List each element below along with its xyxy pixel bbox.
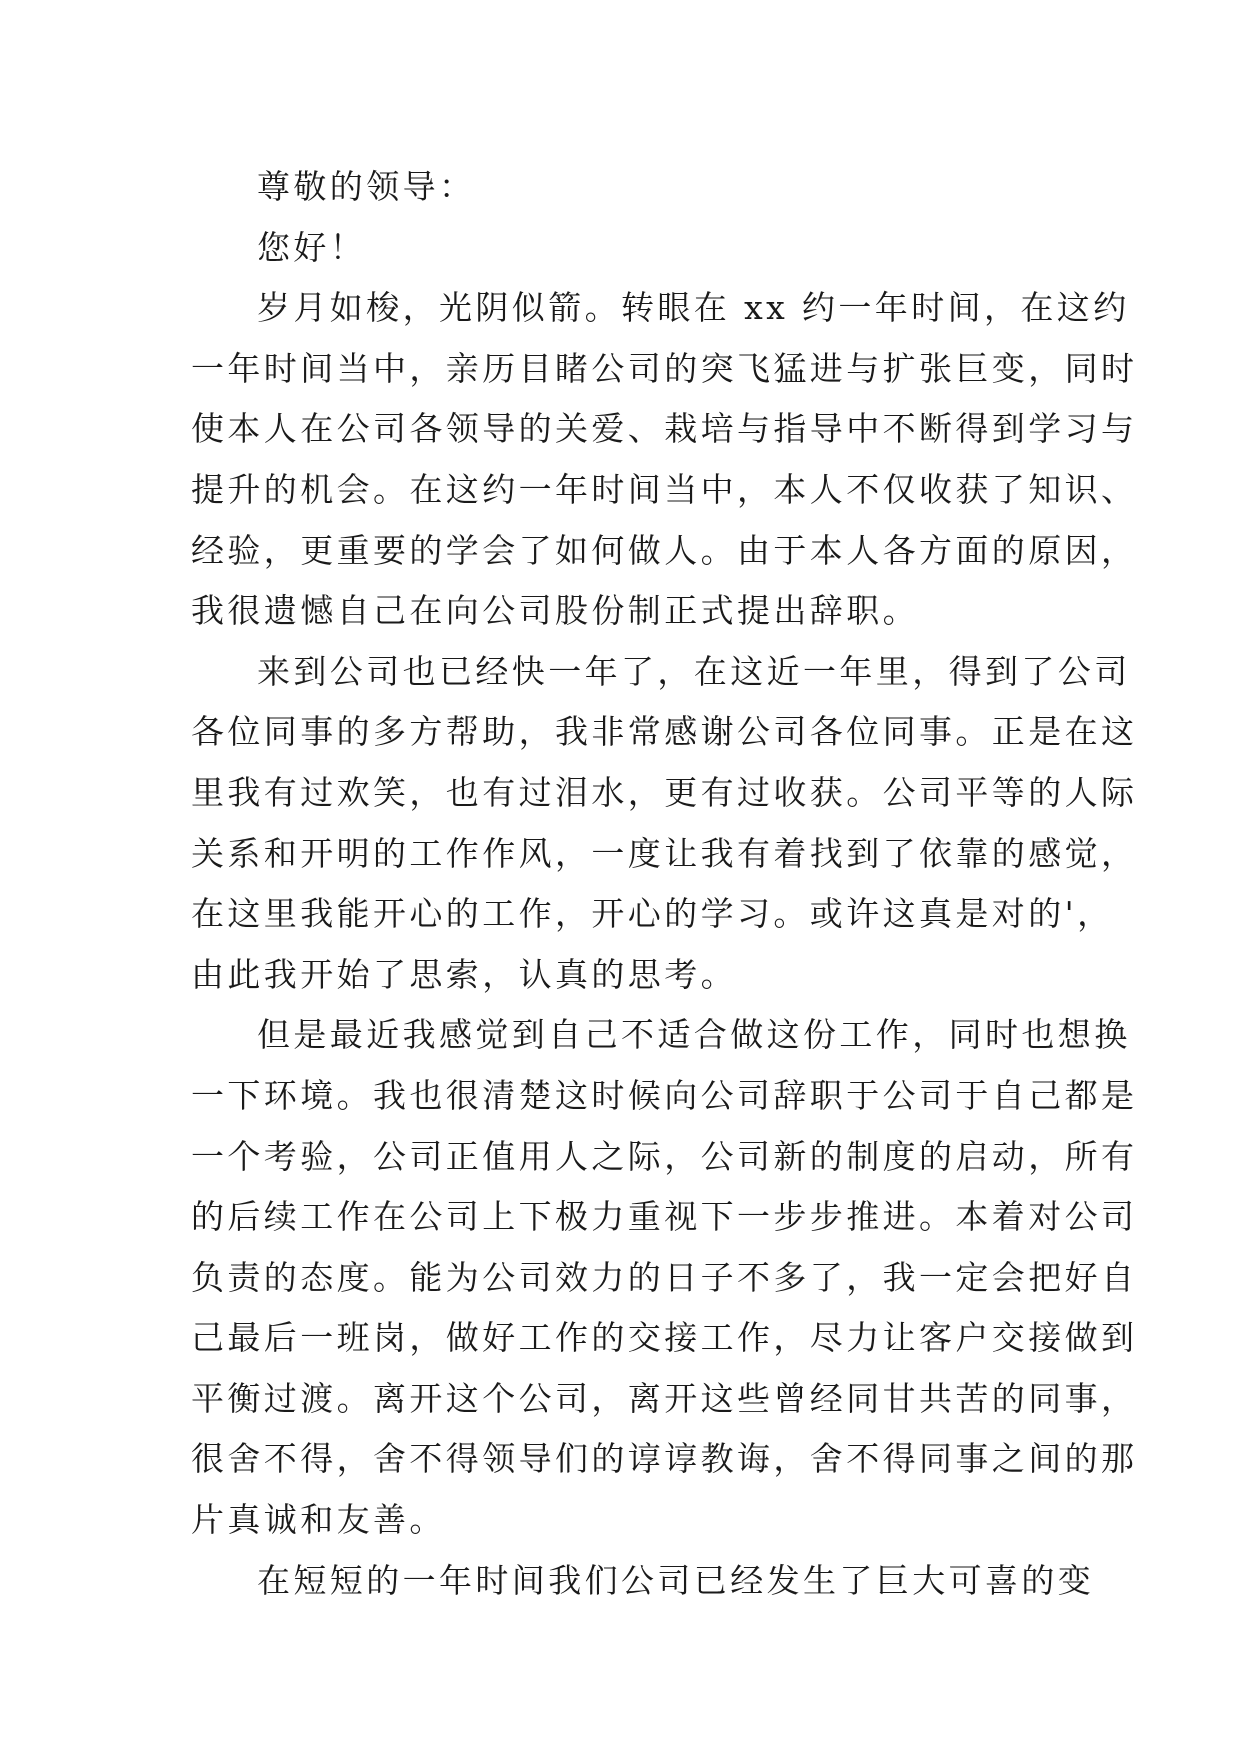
paragraph-line: 平衡过渡。离开这个公司，离开这些曾经同甘共苦的同事， [191, 1378, 1138, 1418]
paragraph-2 [191, 642, 1138, 1006]
paragraph-line: 在这里我能开心的工作，开心的学习。或许这真是对的'， [191, 894, 1114, 934]
paragraph-line: 很舍不得，舍不得领导们的谆谆教诲，舍不得同事之间的那 [191, 1439, 1138, 1479]
paragraph-line: 我很遗憾自己在向公司股份制正式提出辞职。 [191, 591, 919, 631]
paragraph-3 [191, 1005, 1138, 1550]
paragraph-line: 关系和开明的工作作风，一度让我有着找到了依靠的感觉， [191, 833, 1138, 873]
greeting: 您好！ [257, 227, 367, 267]
paragraph-line: 但是最近我感觉到自己不适合做这份工作，同时也想换 [257, 1015, 1131, 1055]
paragraph-line: 在短短的一年时间我们公司已经发生了巨大可喜的变 [257, 1560, 1095, 1600]
paragraph-line: 来到公司也已经快一年了，在这近一年里，得到了公司 [257, 651, 1131, 691]
paragraph-line: 一个考验，公司正值用人之际，公司新的制度的启动，所有 [191, 1136, 1138, 1176]
paragraph-line: 经验，更重要的学会了如何做人。由于本人各方面的原因， [191, 530, 1138, 570]
paragraph-line: 各位同事的多方帮助，我非常感谢公司各位同事。正是在这 [191, 712, 1138, 752]
letter-body [191, 157, 1138, 1611]
paragraph-line: 提升的机会。在这约一年时间当中，本人不仅收获了知识、 [191, 469, 1138, 509]
paragraph-line: 使本人在公司各领导的关爱、栽培与指导中不断得到学习与 [191, 409, 1138, 449]
paragraph-line: 由此我开始了思索，认真的思考。 [191, 954, 737, 994]
salutation: 尊敬的领导： [257, 167, 476, 206]
paragraph-line: 片真诚和友善。 [191, 1500, 446, 1540]
paragraph-line: 己最后一班岗，做好工作的交接工作，尽力让客户交接做到 [191, 1318, 1138, 1358]
paragraph-1 [191, 278, 1138, 642]
paragraph-line: 岁月如梭，光阴似箭。转眼在 xx 约一年时间，在这约 [257, 288, 1130, 328]
paragraph-line: 里我有过欢笑，也有过泪水，更有过收获。公司平等的人际 [191, 772, 1138, 812]
paragraph-line: 负责的态度。能为公司效力的日子不多了，我一定会把好自 [191, 1257, 1138, 1297]
paragraph-4 [191, 1551, 1095, 1612]
paragraph-line: 的后续工作在公司上下极力重视下一步步推进。本着对公司 [191, 1197, 1138, 1237]
paragraph-line: 一下环境。我也很清楚这时候向公司辞职于公司于自己都是 [191, 1075, 1138, 1115]
paragraph-line: 一年时间当中，亲历目睹公司的突飞猛进与扩张巨变，同时 [191, 348, 1138, 388]
